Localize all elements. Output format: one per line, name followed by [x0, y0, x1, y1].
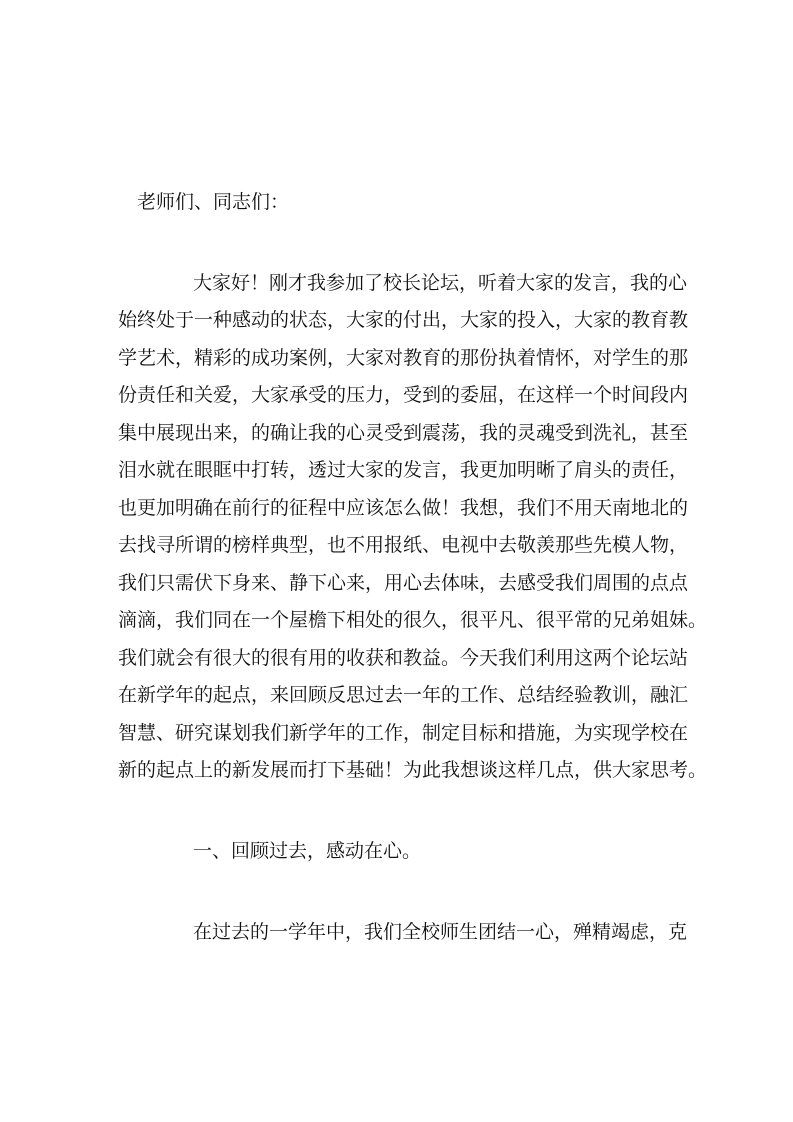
paragraph-line: 份责任和关爱，大家承受的压力，受到的委屈，在这样一个时间段内	[118, 384, 689, 406]
paragraph-line: 滴滴，我们同在一个屋檐下相处的很久，很平凡、很平常的兄弟姐妹。	[118, 609, 708, 631]
paragraph-line: 在过去的一学年中，我们全校师生团结一心，殚精竭虑，克	[193, 921, 688, 943]
paragraph-line: 智慧、研究谋划我们新学年的工作，制定目标和措施，为实现学校在	[118, 722, 689, 744]
paragraph-line: 集中展现出来，的确让我的心灵受到震荡，我的灵魂受到洗礼，甚至	[118, 422, 689, 444]
paragraph-line: 也更加明确在前行的征程中应该怎么做！我想，我们不用天南地北的	[118, 497, 689, 519]
paragraph-line: 新的起点上的新发展而打下基础！为此我想谈这样几点，供大家思考。	[118, 759, 708, 781]
salutation: 老师们、同志们：	[137, 191, 290, 213]
paragraph-line: 学艺术，精彩的成功案例，大家对教育的那份执着情怀，对学生的那	[118, 347, 689, 369]
section-heading: 一、回顾过去，感动在心。	[193, 840, 422, 862]
paragraph-line: 泪水就在眼眶中打转，透过大家的发言，我更加明晰了肩头的责任，	[118, 459, 689, 481]
paragraph-line: 去找寻所谓的榜样典型，也不用报纸、电视中去敬羡那些先模人物，	[118, 534, 689, 556]
paragraph-line: 我们就会有很大的很有用的收获和教益。今天我们利用这两个论坛站	[118, 647, 689, 669]
paragraph-line: 始终处于一种感动的状态，大家的付出，大家的投入，大家的教育教	[118, 309, 689, 331]
paragraph-line: 在新学年的起点，来回顾反思过去一年的工作、总结经验教训，融汇	[118, 684, 689, 706]
paragraph-line: 大家好！刚才我参加了校长论坛，听着大家的发言，我的心	[193, 272, 688, 294]
paragraph-line: 我们只需伏下身来、静下心来，用心去体味，去感受我们周围的点点	[118, 572, 689, 594]
